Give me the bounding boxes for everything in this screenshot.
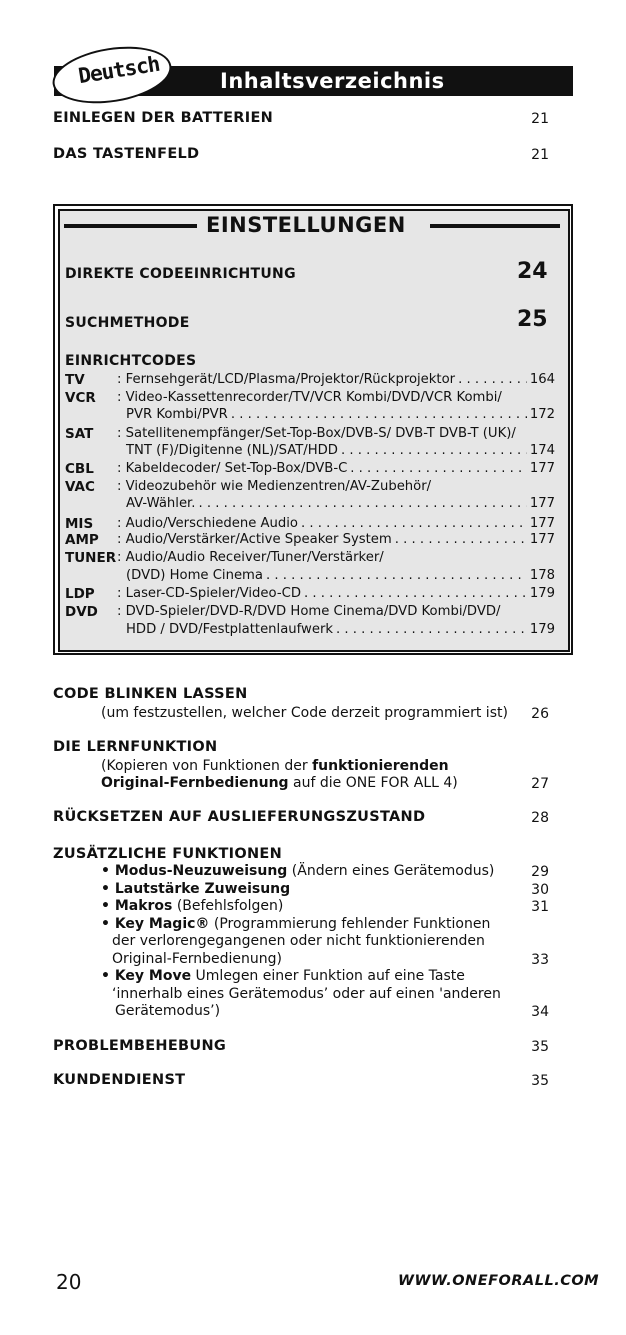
- reset-page: 28: [531, 810, 549, 826]
- extra-macros-page: 31: [531, 899, 549, 915]
- toc-direct-code[interactable]: DIREKTE CODEEINRICHTUNG: [65, 266, 296, 282]
- code-desc: : Fernsehgerät/LCD/Plasma/Projektor/Rückprojektor: [117, 372, 456, 387]
- settings-title: EINSTELLUNGEN: [206, 213, 406, 237]
- toc-learning[interactable]: DIE LERNFUNKTION: [53, 739, 218, 755]
- page-title: Inhaltsverzeichnis: [220, 69, 445, 93]
- toc-direct-code-page: 24: [517, 259, 548, 284]
- code-cat: VCR: [65, 390, 96, 406]
- extra-keymagic-line2: der verlorengegangenen oder nicht funktionierenden: [112, 933, 485, 949]
- code-row-vcr[interactable]: [65, 390, 555, 424]
- code-page: 178: [529, 568, 555, 583]
- code-desc-cont: (DVD) Home Cinema: [126, 568, 263, 583]
- code-desc: : Videozubehör wie Medienzentren/AV-Zubehör/: [117, 479, 432, 494]
- code-desc: : DVD-Spieler/DVD-R/DVD Home Cinema/DVD Kombi/DVD/: [117, 604, 501, 619]
- code-row-ldp[interactable]: [65, 585, 555, 603]
- code-page: 172: [529, 407, 555, 422]
- code-cat: VAC: [65, 479, 95, 495]
- code-row-amp[interactable]: [65, 531, 555, 549]
- learning-desc-line2: Original-Fernbedienung auf die ONE FOR ALL 4): [101, 775, 458, 791]
- toc-batteries[interactable]: EINLEGEN DER BATTERIEN: [53, 110, 274, 126]
- code-page: 164: [529, 372, 555, 387]
- extra-keymagic-line3: Original-Fernbedienung): [112, 951, 282, 967]
- learning-page: 27: [531, 776, 549, 792]
- extra-mode[interactable]: • Modus-Neuzuweisung (Ändern eines Gerätemodus): [101, 863, 495, 879]
- code-page: 177: [529, 496, 555, 511]
- code-desc-cont: TNT (F)/Digitenne (NL)/SAT/HDD: [126, 443, 338, 458]
- code-cat: TV: [65, 372, 85, 388]
- code-page: 179: [529, 586, 555, 601]
- language-label: Deutsch: [76, 51, 161, 89]
- code-page: 177: [529, 532, 555, 547]
- code-desc: : Audio/Verschiedene Audio: [117, 516, 298, 531]
- code-page: 177: [529, 461, 555, 476]
- codes-list: [65, 372, 555, 639]
- toc-search[interactable]: SUCHMETHODE: [65, 315, 190, 331]
- toc-batteries-page: 21: [531, 111, 549, 127]
- toc-keypad[interactable]: DAS TASTENFELD: [53, 146, 200, 162]
- code-blink-page: 26: [531, 706, 549, 722]
- code-row-vac[interactable]: [65, 478, 555, 514]
- code-desc: : Laser-CD-Spieler/Video-CD: [117, 586, 301, 601]
- extra-keymove-line3: Gerätemodus’): [115, 1003, 221, 1019]
- extra-volume[interactable]: • Lautstärke Zuweisung: [101, 881, 291, 897]
- code-row-dvd[interactable]: [65, 603, 555, 639]
- extra-keymagic-page: 33: [531, 952, 549, 968]
- extra-macros[interactable]: • Makros (Befehlsfolgen): [101, 898, 284, 914]
- title-rule-right: [430, 224, 560, 228]
- code-cat: CBL: [65, 461, 94, 477]
- code-cat: TUNER: [65, 550, 117, 566]
- code-page: 174: [529, 443, 555, 458]
- toc-keypad-page: 21: [531, 147, 549, 163]
- code-row-tv[interactable]: [65, 372, 555, 390]
- code-desc-cont: AV-Wähler.: [126, 496, 196, 511]
- code-desc-cont: PVR Kombi/PVR: [126, 407, 228, 422]
- page-number: 20: [56, 1270, 82, 1294]
- toc-troubleshoot[interactable]: PROBLEMBEHEBUNG: [53, 1038, 227, 1054]
- troubleshoot-page: 35: [531, 1039, 549, 1055]
- extra-volume-page: 30: [531, 882, 549, 898]
- code-desc-cont: HDD / DVD/Festplattenlaufwerk: [126, 622, 334, 637]
- extra-keymagic[interactable]: • Key Magic® (Programmierung fehlender Funktionen: [101, 916, 491, 932]
- extra-keymove[interactable]: • Key Move Umlegen einer Funktion auf eine Taste: [101, 968, 465, 984]
- toc-service[interactable]: KUNDENDIENST: [53, 1072, 186, 1088]
- extra-keymove-page: 34: [531, 1004, 549, 1020]
- code-desc: : Video-Kassettenrecorder/TV/VCR Kombi/DVD/VCR Kombi/: [117, 390, 502, 405]
- code-desc: : Satellitenempfänger/Set-Top-Box/DVB-S/ DVB-T DVB-T (UK)/: [117, 426, 516, 441]
- code-row-sat[interactable]: [65, 424, 555, 460]
- code-cat: SAT: [65, 426, 94, 442]
- website-url[interactable]: WWW.ONEFORALL.COM: [398, 1273, 600, 1289]
- toc-code-blink[interactable]: CODE BLINKEN LASSEN: [53, 686, 248, 702]
- code-blink-desc: (um festzustellen, welcher Code derzeit programmiert ist): [101, 705, 508, 721]
- code-row-mis[interactable]: [65, 514, 555, 531]
- code-cat: MIS: [65, 516, 94, 532]
- code-row-cbl[interactable]: [65, 460, 555, 478]
- title-rule-left: [64, 224, 197, 228]
- toc-reset[interactable]: RÜCKSETZEN AUF AUSLIEFERUNGSZUSTAND: [53, 809, 426, 825]
- service-page: 35: [531, 1073, 549, 1089]
- code-desc: : Audio/Audio Receiver/Tuner/Verstärker/: [117, 550, 384, 565]
- codes-heading: EINRICHTCODES: [65, 353, 197, 369]
- learning-desc-line1: (Kopieren von Funktionen der funktionierenden: [101, 758, 449, 774]
- code-desc: : Audio/Verstärker/Active Speaker System: [117, 532, 392, 547]
- code-desc: : Kabeldecoder/ Set-Top-Box/DVB-C: [117, 461, 348, 476]
- code-row-tuner[interactable]: [65, 549, 555, 585]
- toc-search-page: 25: [517, 307, 548, 332]
- code-cat: DVD: [65, 604, 98, 620]
- code-cat: AMP: [65, 532, 99, 548]
- code-page: 177: [529, 516, 555, 531]
- toc-extra-functions[interactable]: ZUSÄTZLICHE FUNKTIONEN: [53, 846, 283, 862]
- extra-keymove-line2: ‘innerhalb eines Gerätemodus’ oder auf einen 'anderen: [112, 986, 501, 1002]
- code-page: 179: [529, 622, 555, 637]
- extra-mode-page: 29: [531, 864, 549, 880]
- code-cat: LDP: [65, 586, 95, 602]
